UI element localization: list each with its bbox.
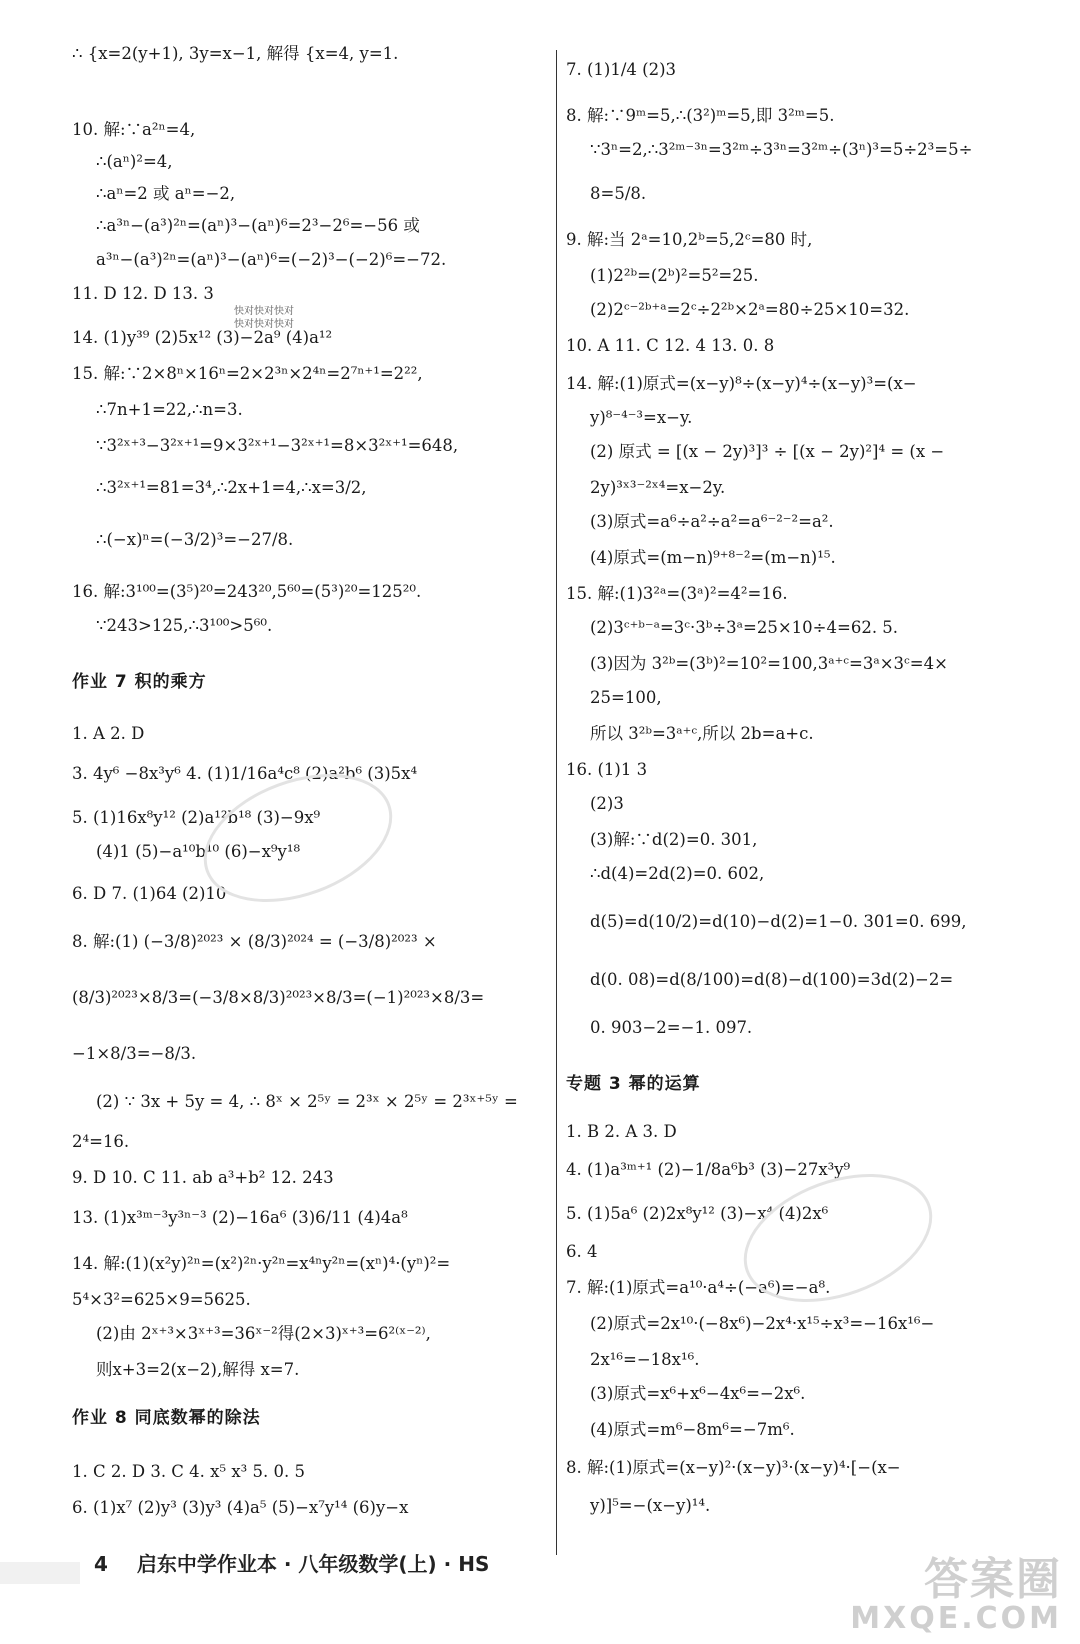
answer-line: (1)2²ᵇ=(2ᵇ)²=5²=25. — [590, 266, 759, 285]
answer-line: 1. A 2. D — [72, 724, 145, 743]
scan-artifact — [0, 1562, 80, 1584]
answer-line: 14. 解:(1)原式=(x−y)⁸÷(x−y)⁴÷(x−y)³=(x− — [566, 374, 917, 393]
answer-line: (3)原式=x⁶+x⁶−4x⁶=−2x⁶. — [590, 1384, 806, 1403]
answer-line: 3. 4y⁶ −8x³y⁶ 4. (1)1/16a⁴c⁸ (2)a²b⁶ (3)5x⁴ — [72, 764, 418, 783]
answer-line: 5. (1)5a⁶ (2)2x⁸y¹² (3)−x⁴ (4)2x⁶ — [566, 1204, 829, 1223]
answer-line: a³ⁿ−(a³)²ⁿ=(aⁿ)³−(aⁿ)⁶=(−2)³−(−2)⁶=−72. — [96, 250, 447, 269]
page-number: 4 — [94, 1552, 108, 1576]
answer-line: ∴d(4)=2d(2)=0. 602, — [590, 864, 765, 883]
answer-line: y)⁸⁻⁴⁻³=x−y. — [590, 408, 693, 427]
answer-line: (3)因为 3²ᵇ=(3ᵇ)²=10²=100,3ᵃ⁺ᶜ=3ᵃ×3ᶜ=4× — [590, 654, 948, 673]
answer-line: −1×8/3=−8/3. — [72, 1044, 197, 1063]
answer-line: ∵3ⁿ=2,∴3²ᵐ⁻³ⁿ=3²ᵐ÷3³ⁿ=3²ᵐ÷(3ⁿ)³=5÷2³=5÷ — [590, 140, 973, 159]
answer-line: (2)原式=2x¹⁰·(−8x⁶)−2x⁴·x¹⁵÷x³=−16x¹⁶− — [590, 1314, 935, 1333]
answer-line: 8=5/8. — [590, 184, 647, 203]
answer-line: (3)原式=a⁶÷a²÷a²=a⁶⁻²⁻²=a². — [590, 512, 834, 531]
answer-line: (2) 原式 = [(x − 2y)³]³ ÷ [(x − 2y)²]⁴ = (x − — [590, 442, 945, 461]
answer-line: 8. 解:(1)原式=(x−y)²·(x−y)³·(x−y)⁴·[−(x− — [566, 1458, 901, 1477]
watermark-cn: 答案圈 — [924, 1554, 1062, 1605]
answer-line: ∴a³ⁿ−(a³)²ⁿ=(aⁿ)³−(aⁿ)⁶=2³−2⁶=−56 或 — [96, 216, 420, 235]
answer-line: ∴(aⁿ)²=4, — [96, 152, 173, 171]
answer-line: (8/3)²⁰²³×8/3=(−3/8×8/3)²⁰²³×8/3=(−1)²⁰²³×8/3= — [72, 988, 485, 1007]
answer-line: ∴7n+1=22,∴n=3. — [96, 400, 243, 419]
page-footer — [94, 1548, 489, 1577]
answer-line: 5⁴×3²=625×9=5625. — [72, 1290, 251, 1309]
answer-line: (4)原式=m⁶−8m⁶=−7m⁶. — [590, 1420, 795, 1439]
answer-line: 15. 解:∵2×8ⁿ×16ⁿ=2×2³ⁿ×2⁴ⁿ=2⁷ⁿ⁺¹=2²², — [72, 364, 423, 383]
answer-line: 10. 解:∵a²ⁿ=4, — [72, 120, 196, 139]
answer-line: 14. (1)y³⁹ (2)5x¹² (3)−2a⁹ (4)a¹² — [72, 328, 333, 347]
answer-line: 1. C 2. D 3. C 4. x⁵ x³ 5. 0. 5 — [72, 1462, 305, 1481]
answer-line: 8. 解:∵9ᵐ=5,∴(3²)ᵐ=5,即 3²ᵐ=5. — [566, 106, 835, 125]
answer-line: 2⁴=16. — [72, 1132, 130, 1151]
answer-line: d(5)=d(10/2)=d(10)−d(2)=1−0. 301=0. 699, — [590, 912, 967, 931]
stamp-text-line: 快对快对快对 — [234, 318, 294, 330]
answer-line: (2)2ᶜ⁻²ᵇ⁺ᵃ=2ᶜ÷2²ᵇ×2ᵃ=80÷25×10=32. — [590, 300, 910, 319]
answer-line: ∴(−x)ⁿ=(−3/2)³=−27/8. — [96, 530, 294, 549]
stamp-text — [234, 306, 294, 331]
section-heading: 专题 3 幂的运算 — [566, 1074, 701, 1094]
answer-line: 2y)³ˣ³⁻²ˣ⁴=x−2y. — [590, 478, 726, 497]
column-divider — [556, 50, 557, 1555]
answer-line: 2x¹⁶=−18x¹⁶. — [590, 1350, 700, 1369]
answer-line: d(0. 08)=d(8/100)=d(8)−d(100)=3d(2)−2= — [590, 970, 954, 989]
answer-line: ∴ {x=2(y+1), 3y=x−1, 解得 {x=4, y=1. — [72, 44, 399, 63]
answer-line: (3)解:∵d(2)=0. 301, — [590, 830, 758, 849]
answer-line: (4)原式=(m−n)⁹⁺⁸⁻²=(m−n)¹⁵. — [590, 548, 836, 567]
answer-line: 8. 解:(1) (−3/8)²⁰²³ × (8/3)²⁰²⁴ = (−3/8)²⁰²³ × — [72, 932, 437, 951]
answer-line: 则x+3=2(x−2),解得 x=7. — [96, 1360, 300, 1379]
answer-line: 14. 解:(1)(x²y)²ⁿ=(x²)²ⁿ·y²ⁿ=x⁴ⁿy²ⁿ=(xⁿ)⁴·(yⁿ)²= — [72, 1254, 451, 1273]
answer-line: 7. 解:(1)原式=a¹⁰·a⁴÷(−a⁶)=−a⁸. — [566, 1278, 831, 1297]
section-heading: 作业 7 积的乘方 — [72, 672, 207, 692]
section-heading: 作业 8 同底数幂的除法 — [72, 1408, 261, 1428]
book-title: 启东中学作业本 · 八年级数学(上) · HS — [136, 1552, 490, 1576]
watermark-en: MXQE.COM — [850, 1601, 1062, 1636]
answer-line: 25=100, — [590, 688, 662, 707]
answer-line: (4)1 (5)−a¹⁰b¹⁰ (6)−x⁹y¹⁸ — [96, 842, 301, 861]
answer-line: 16. 解:3¹⁰⁰=(3⁵)²⁰=243²⁰,5⁶⁰=(5³)²⁰=125²⁰. — [72, 582, 422, 601]
answer-line: 1. B 2. A 3. D — [566, 1122, 677, 1141]
answer-line: 所以 3²ᵇ=3ᵃ⁺ᶜ,所以 2b=a+c. — [590, 724, 814, 743]
answer-line: 9. D 10. C 11. ab a³+b² 12. 243 — [72, 1168, 334, 1187]
answer-line: ∴aⁿ=2 或 aⁿ=−2, — [96, 184, 236, 203]
answer-line: ∴3²ˣ⁺¹=81=3⁴,∴2x+1=4,∴x=3/2, — [96, 478, 367, 497]
answer-line: 15. 解:(1)3²ᵃ=(3ᵃ)²=4²=16. — [566, 584, 788, 603]
answer-line: 0. 903−2=−1. 097. — [590, 1018, 753, 1037]
answer-line: (2) ∵ 3x + 5y = 4, ∴ 8ˣ × 2⁵ʸ = 2³ˣ × 2⁵ʸ = 2³ˣ⁺⁵ʸ = — [96, 1092, 518, 1111]
answer-line: 4. (1)a³ᵐ⁺¹ (2)−1/8a⁶b³ (3)−27x³y⁹ — [566, 1160, 851, 1179]
answer-line: 9. 解:当 2ᵃ=10,2ᵇ=5,2ᶜ=80 时, — [566, 230, 813, 249]
answer-line: (2)由 2ˣ⁺³×3ˣ⁺³=36ˣ⁻²得(2×3)ˣ⁺³=6²⁽ˣ⁻²⁾, — [96, 1324, 431, 1343]
site-watermark — [850, 1543, 1062, 1636]
stamp-text-line: 快对快对快对 — [234, 306, 294, 317]
answer-line: 5. (1)16x⁸y¹² (2)a¹²b¹⁸ (3)−9x⁹ — [72, 808, 321, 827]
answer-line: (2)3ᶜ⁺ᵇ⁻ᵃ=3ᶜ·3ᵇ÷3ᵃ=25×10÷4=62. 5. — [590, 618, 899, 637]
answer-line: 11. D 12. D 13. 3 — [72, 284, 214, 303]
answer-line: 6. D 7. (1)64 (2)10 — [72, 884, 227, 903]
answer-line: 7. (1)1/4 (2)3 — [566, 60, 677, 79]
answer-line: (2)3 — [590, 794, 624, 813]
answer-line: y)]⁵=−(x−y)¹⁴. — [590, 1496, 711, 1515]
answer-line: 13. (1)x³ᵐ⁻³y³ⁿ⁻³ (2)−16a⁶ (3)6/11 (4)4a⁸ — [72, 1208, 408, 1227]
answer-line: 16. (1)1 3 — [566, 760, 648, 779]
answer-line: 6. 4 — [566, 1242, 598, 1261]
answer-line: 10. A 11. C 12. 4 13. 0. 8 — [566, 336, 775, 355]
answer-line: 6. (1)x⁷ (2)y³ (3)y³ (4)a⁵ (5)−x⁷y¹⁴ (6)y−x — [72, 1498, 409, 1517]
answer-line: ∵243>125,∴3¹⁰⁰>5⁶⁰. — [96, 616, 273, 635]
answer-line: ∵3²ˣ⁺³−3²ˣ⁺¹=9×3²ˣ⁺¹−3²ˣ⁺¹=8×3²ˣ⁺¹=648, — [96, 436, 459, 455]
